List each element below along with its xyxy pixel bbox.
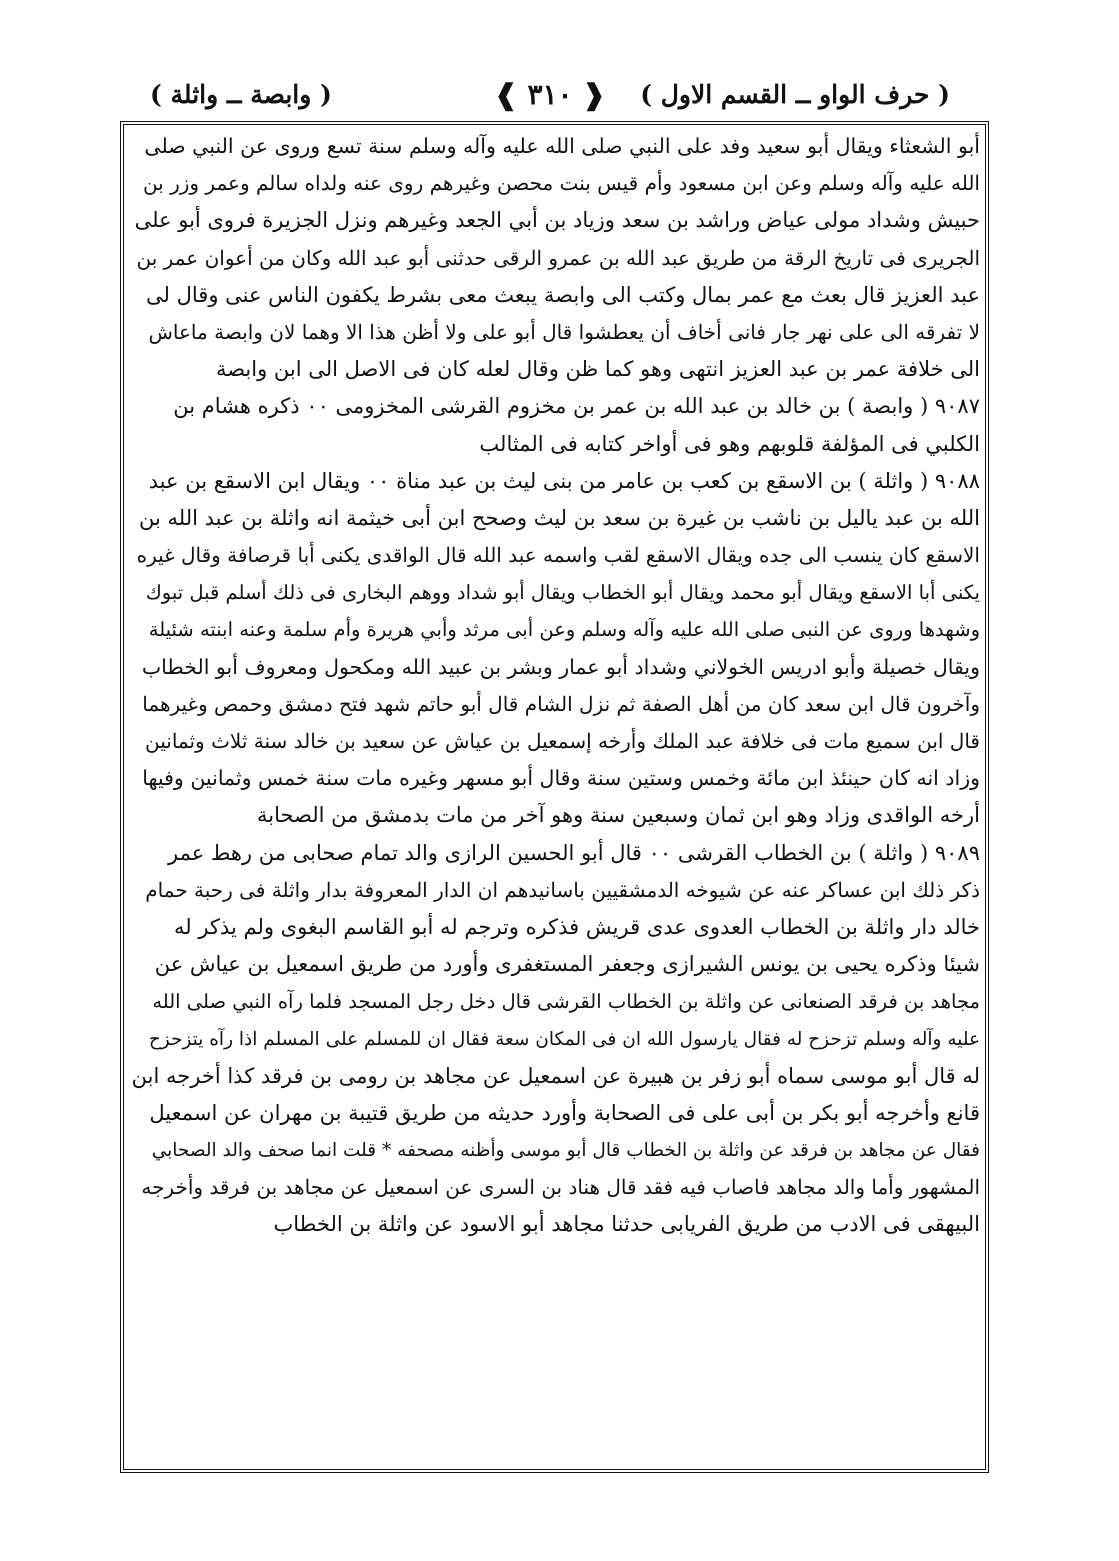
text-line: حبيش وشداد مولى عياض وراشد بن سعد وزياد بن أبي الجعد وغيرهم ونزل الجزيرة فروى أبو على <box>134 208 980 233</box>
text-line: عليه وآله وسلم تزحزح له فقال يارسول الله ان فى المكان سعة فقال ان للمسلم على المسلم اذا رآه يتزحزح <box>148 1028 980 1050</box>
text-line: الجريرى فى تاريخ الرقة من طريق عبد الله بن عمرو الرقى حدثنى أبو عبد الله وكان من أعوان عمر بن <box>136 245 980 270</box>
text-line: وشهدها وروى عن النبى صلى الله عليه وآله وسلم وعن أبى مرثد وأبي هريرة وأم سلمة وعنه ابنته شئيلة <box>148 618 980 642</box>
text-line: الى خلافة عمر بن عبد العزيز انتهى وهو كما ظن وقال لعله كان فى الاصل الى ابن وابصة <box>215 357 980 382</box>
text-line: وآخرون قال ابن سعد كان من أهل الصفة ثم نزل الشام قال أبو حاتم شهد فتح دمشق وحمص وغيرهما <box>142 691 980 716</box>
page-body <box>132 128 980 1244</box>
text-line: البيهقى فى الادب من طريق الفريابى حدثنا مجاهد أبو الاسود عن واثلة بن الخطاب <box>273 1212 980 1237</box>
text-line: الله عليه وآله وسلم وعن ابن مسعود وأم قيس بنت محصن وغيرهم روى عنه ولداه سالم وعمر وزر بن <box>142 171 980 196</box>
text-line: لا تفرقه الى على نهر جار فانى أخاف أن يعطشوا قال أبو على ولا أظن هذا الا وهما لان وابصة ماعاش <box>148 319 980 344</box>
text-line: خالد دار واثلة بن الخطاب العدوى عدى قريش فذكره وترجم له أبو القاسم البغوى ولم يذكر له <box>174 914 980 939</box>
text-line: له قال أبو موسى سماه أبو زفر بن هبيرة عن اسمعيل عن مجاهد بن رومى بن فرقد كذا أخرجه ابن <box>132 1063 980 1088</box>
entry-9089-heading: ٩٠٨٩ ( واثلة ) بن الخطاب القرشى ٠٠ قال أبو الحسين الرازى والد تمام صحابى من رهط عمر <box>167 840 980 865</box>
text-line: عبد العزيز قال بعث مع عمر بمال وكتب الى وابصة يبعث معى بشرط يكفون الناس عنى وقال لى <box>146 282 980 307</box>
text-line: فقال عن مجاهد بن فرقد عن واثلة بن الخطاب قال أبو موسى وأظنه مصحفه * قلت انما صحف والد الصحابي <box>151 1140 980 1162</box>
entry-9087-heading: ٩٠٨٧ ( وابصة ) بن خالد بن عبد الله بن عمر بن مخزوم القرشى المخزومى ٠٠ ذكره هشام بن <box>173 394 980 419</box>
entry-9088-heading: ٩٠٨٨ ( واثلة ) بن الاسقع بن كعب بن عامر من بنى ليث بن عبد مناة ٠٠ ويقال ابن الاسقع بن عبد <box>148 468 980 493</box>
text-line: شيئا وذكره يحيى بن يونس الشيرازى وجعفر المستغفرى وأورد من طريق اسمعيل بن عياش عن <box>154 952 980 977</box>
page-number: ❰ ٣١٠ ❱ <box>494 78 606 111</box>
text-line: يكنى أبا الاسقع ويقال أبو محمد ويقال أبو الخطاب ويقال أبو شداد ووهم البخارى فى ذلك أسلم قبل تبوك <box>145 581 980 605</box>
text-line: ويقال خصيلة وأبو ادريس الخولاني وشداد أبو عمار وبشر بن عبيد الله ومكحول ومعروف أبو الخطاب <box>141 654 980 679</box>
text-line: قال ابن سميع مات فى خلافة عبد الملك وأرخه إسمعيل بن عياش عن سعيد بن خالد سنة ثلاث وثمانين <box>145 729 980 753</box>
entry-range: ( وابصة ــ واثلة ) <box>150 80 332 109</box>
text-line: أرخه الواقدى وزاد وهو ابن ثمان وسبعين سنة وهو آخر من مات بدمشق من الصحابة <box>256 803 980 828</box>
text-line: قانع وأخرجه أبو بكر بن أبى على فى الصحابة وأورد حديثه من طريق قتيبة بن مهران عن اسمعيل <box>149 1100 980 1125</box>
text-line: وزاد انه كان حينئذ ابن مائة وخمس وستين سنة وقال أبو مسهر وغيره مات سنة خمس وثمانين وفيها <box>142 766 980 791</box>
page-header <box>150 78 950 122</box>
text-line: الله بن عبد ياليل بن ناشب بن غيرة بن سعد بن ليث وصحح ابن أبى خيثمة انه واثلة بن عبد الله بن <box>139 505 980 530</box>
text-line: الكلبي فى المؤلفة قلوبهم وهو فى أواخر كتابه فى المثالب <box>479 431 980 456</box>
text-line: مجاهد بن فرقد الصنعانى عن واثلة بن الخطاب القرشى قال دخل رجل المسجد فلما رآه النبي صلى الله <box>152 990 980 1014</box>
text-line: أبو الشعثاء ويقال أبو سعيد وفد على النبي صلى الله عليه وآله وسلم سنة تسع وروى عن النبي صلى <box>144 134 980 158</box>
text-line: المشهور وأما والد مجاهد فاصاب فيه فقد قال هناد بن السرى عن اسمعيل عن مجاهد بن فرقد وأخرجه <box>141 1175 980 1200</box>
text-line: ذكر ذلك ابن عساكر عنه عن شيوخه الدمشقيين باسانيدهم ان الدار المعروفة بدار واثلة فى رحبة حمام <box>145 877 980 902</box>
chapter-title: ( حرف الواو ــ القسم الاول ) <box>640 80 950 109</box>
text-line: الاسقع كان ينسب الى جده ويقال الاسقع لقب واسمه عبد الله قال الواقدى يكنى أبا قرصافة وقال غيره <box>136 543 980 568</box>
